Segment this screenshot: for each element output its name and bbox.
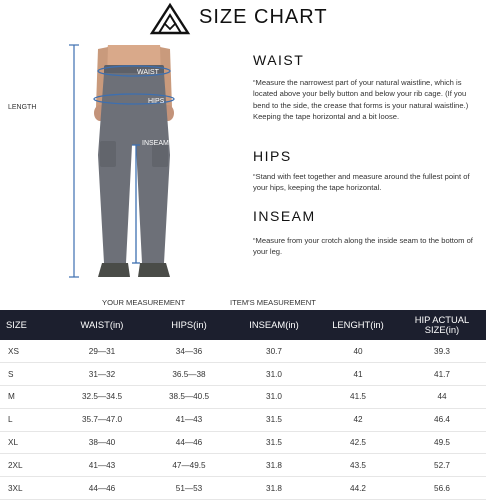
table-row [0,408,486,431]
col-header-waist: WAIST(in) [56,310,148,340]
inseam-heading: INSEAM [253,208,316,224]
cell-length: 41 [318,363,398,386]
cell-size: L [0,408,56,431]
cell-inseam: 31.8 [230,477,318,500]
cell-inseam: 31.0 [230,386,318,409]
cell-hip-actual: 41.7 [398,363,486,386]
table-row [0,477,486,500]
cell-hips: 47—49.5 [148,454,230,477]
cell-hips: 41—43 [148,408,230,431]
cell-hip-actual: 46.4 [398,408,486,431]
hips-heading: HIPS [253,148,292,164]
length-label: LENGTH [8,104,37,111]
cell-waist: 32.5—34.5 [56,386,148,409]
cell-hips: 34—36 [148,340,230,363]
col-header-size: SIZE [0,310,56,340]
cell-hips: 38.5—40.5 [148,386,230,409]
col-header-hip-actual: HIP ACTUAL SIZE(in) [398,310,486,340]
waist-tag: WAIST [137,69,159,76]
cell-length: 43.5 [318,454,398,477]
hips-tag: HIPS [148,98,165,105]
table-row [0,454,486,477]
table-header-row [0,310,486,340]
waist-heading: WAIST [253,52,305,68]
size-table [0,310,486,500]
your-measurement-label: YOUR MEASUREMENT [102,298,186,307]
cell-length: 44.2 [318,477,398,500]
cell-length: 41.5 [318,386,398,409]
cell-hips: 36.5—38 [148,363,230,386]
table-row [0,340,486,363]
cell-length: 42 [318,408,398,431]
cell-hip-actual: 49.5 [398,431,486,454]
cell-length: 42.5 [318,431,398,454]
items-measurement-label: ITEM'S MEASUREMENT [230,298,316,307]
cell-waist: 38—40 [56,431,148,454]
hips-instructions: “Stand with feet together and measure around the fullest point of your hips, keeping the tape horizontal. [253,172,470,193]
cell-size: XL [0,431,56,454]
cell-inseam: 31.8 [230,454,318,477]
page-title: SIZE CHART [199,6,328,28]
cell-waist: 29—31 [56,340,148,363]
table-row [0,386,486,409]
cell-hip-actual: 39.3 [398,340,486,363]
col-header-inseam: INSEAM(in) [230,310,318,340]
inseam-tag: INSEAM [142,140,169,147]
inseam-instructions: “Measure from your crotch along the inside seam to the bottom of your leg. [253,236,473,257]
cell-inseam: 31.5 [230,431,318,454]
cell-size: M [0,386,56,409]
cell-size: 2XL [0,454,56,477]
cell-waist: 35.7—47.0 [56,408,148,431]
cell-hips: 44—46 [148,431,230,454]
cell-size: XS [0,340,56,363]
cell-waist: 31—32 [56,363,148,386]
waist-instructions: “Measure the narrowest part of your natural waistline, which is located above your belly button and below your rib cage. (If you bend to the side, the crease that forms is your natural waistline.) Keeping the tape horizontal and a bit loose. [253,78,469,122]
cell-waist: 44—46 [56,477,148,500]
model-figure [60,45,210,295]
cell-hips: 51—53 [148,477,230,500]
col-header-hips: HIPS(in) [148,310,230,340]
table-row [0,431,486,454]
cell-hip-actual: 44 [398,386,486,409]
cell-waist: 41—43 [56,454,148,477]
cell-inseam: 31.0 [230,363,318,386]
cell-size: S [0,363,56,386]
table-row [0,363,486,386]
cell-hip-actual: 56.6 [398,477,486,500]
cell-size: 3XL [0,477,56,500]
cell-inseam: 30.7 [230,340,318,363]
cell-length: 40 [318,340,398,363]
col-header-length: LENGHT(in) [318,310,398,340]
cell-hip-actual: 52.7 [398,454,486,477]
mountain-logo-icon [150,3,190,35]
cell-inseam: 31.5 [230,408,318,431]
